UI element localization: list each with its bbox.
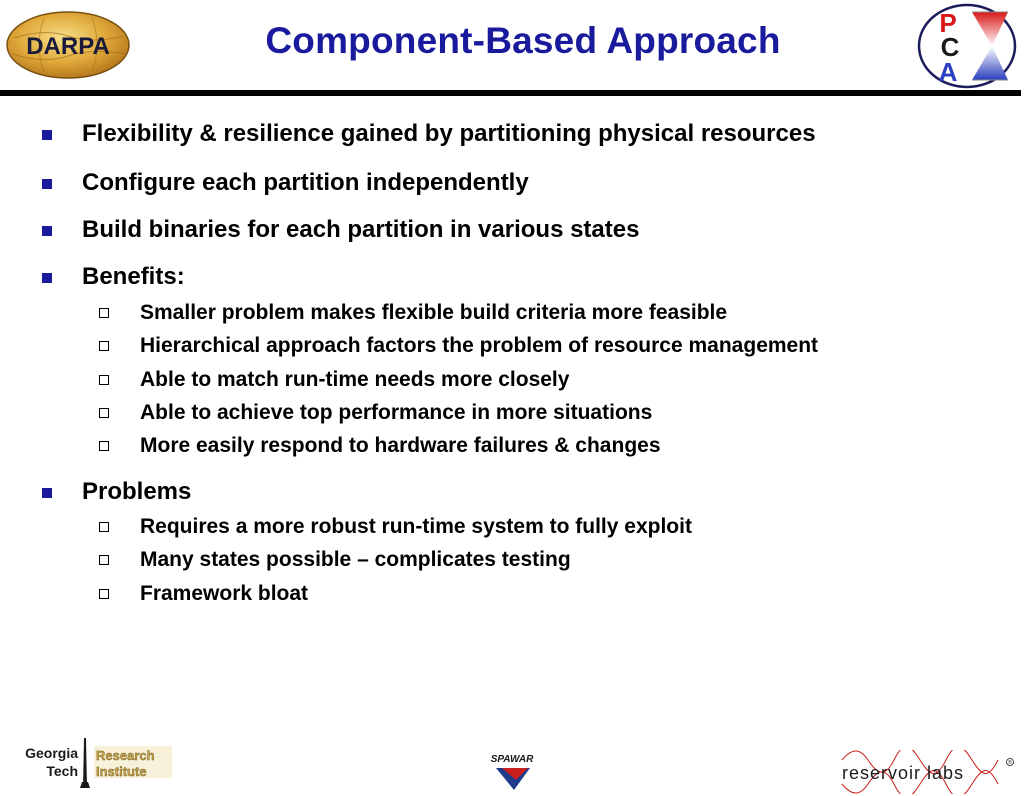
- bullet-text: Configure each partition independently: [82, 169, 529, 196]
- sub-bullet-item: [140, 434, 661, 458]
- gt-logo-line1: Georgia: [25, 745, 78, 761]
- hollow-square-bullet-icon: [99, 441, 109, 451]
- sub-bullet-text: More easily respond to hardware failures & changes: [140, 434, 661, 457]
- square-bullet-icon: [42, 226, 52, 236]
- hollow-square-bullet-icon: [99, 308, 109, 318]
- square-bullet-icon: [42, 130, 52, 140]
- hollow-square-bullet-icon: [99, 375, 109, 385]
- square-bullet-icon: [42, 273, 52, 283]
- pca-letter-a: A: [938, 57, 958, 87]
- hollow-square-bullet-icon: [99, 522, 109, 532]
- darpa-logo-text: DARPA: [26, 33, 110, 60]
- reservoir-labs-text: reservoir labs: [842, 763, 965, 783]
- sub-bullet-item: [140, 582, 308, 606]
- reservoir-labs-logo: [838, 750, 1018, 794]
- sub-bullet-text: Many states possible – complicates testing: [140, 548, 571, 571]
- bullet-text: Benefits:: [82, 263, 185, 290]
- pca-logo: [916, 2, 1018, 90]
- hollow-square-bullet-icon: [99, 555, 109, 565]
- spawar-logo: [484, 750, 540, 794]
- bullet-text: Problems: [82, 478, 192, 505]
- bullet-item: [82, 478, 191, 506]
- gtri-logo-line2: Institute: [96, 764, 147, 779]
- bullet-text: Build binaries for each partition in various states: [82, 216, 640, 243]
- hollow-square-bullet-icon: [99, 589, 109, 599]
- title-divider: [0, 90, 1021, 96]
- sub-bullet-text: Framework bloat: [140, 582, 309, 605]
- bullet-item: [82, 263, 185, 291]
- sub-bullet-text: Able to achieve top performance in more situations: [140, 401, 653, 424]
- bullet-text: Flexibility & resilience gained by partitioning physical resources: [82, 120, 816, 147]
- hollow-square-bullet-icon: [99, 408, 109, 418]
- sub-bullet-item: [140, 515, 692, 539]
- bullet-item: [82, 216, 639, 244]
- slide-title: Component-Based Approach: [265, 20, 781, 61]
- pca-letter-p: P: [939, 8, 957, 38]
- sub-bullet-text: Able to match run-time needs more closely: [140, 368, 570, 391]
- registered-mark-glyph: ®: [1008, 760, 1012, 766]
- sub-bullet-text: Requires a more robust run-time system to fully exploit: [140, 515, 692, 538]
- spawar-logo-text: SPAWAR: [490, 754, 534, 765]
- sub-bullet-item: [140, 334, 818, 358]
- sub-bullet-item: [140, 368, 569, 392]
- bullet-item: [82, 120, 816, 148]
- sub-bullet-item: [140, 548, 571, 572]
- gtri-logo-line1: Research: [96, 748, 155, 763]
- square-bullet-icon: [42, 179, 52, 189]
- gt-logo-line2: Tech: [46, 763, 78, 779]
- sub-bullet-text: Smaller problem makes flexible build criteria more feasible: [140, 301, 728, 324]
- georgia-tech-research-institute-logo: [6, 736, 174, 790]
- pca-letter-c: C: [940, 32, 960, 62]
- hollow-square-bullet-icon: [99, 341, 109, 351]
- sub-bullet-text: Hierarchical approach factors the problem of resource management: [140, 334, 819, 357]
- square-bullet-icon: [42, 488, 52, 498]
- bullet-item: [82, 169, 529, 197]
- sub-bullet-item: [140, 301, 727, 325]
- sub-bullet-item: [140, 401, 652, 425]
